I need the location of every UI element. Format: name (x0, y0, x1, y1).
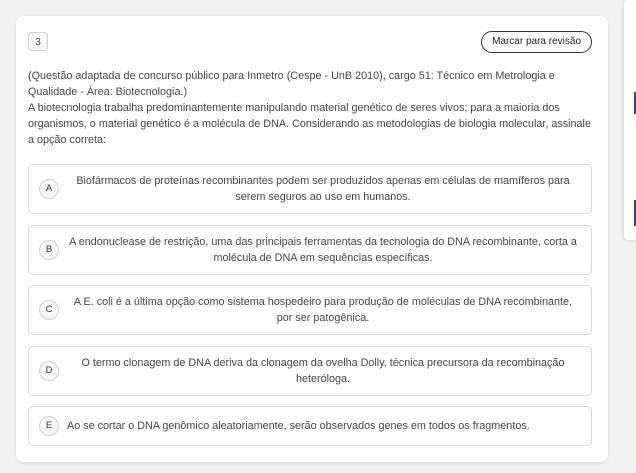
question-number-badge: 3 (28, 32, 48, 51)
side-panel-edge (624, 0, 636, 240)
option-text-b: A endonuclease de restrição, uma das principais ferramentas da tecnologia do DNA recombinante, corta a molécula de DNA em sequências específicas. (69, 236, 577, 264)
option-d[interactable] (28, 346, 592, 396)
option-a[interactable] (28, 164, 592, 214)
option-c[interactable] (28, 285, 592, 335)
option-letter-e: E (39, 416, 59, 436)
option-e[interactable] (28, 406, 592, 446)
question-stem (28, 68, 596, 148)
option-letter-b: B (39, 240, 59, 260)
mark-for-review-button[interactable]: Marcar para revisão (481, 31, 592, 53)
question-source: (Questão adaptada de concurso público para Inmetro (Cespe - UnB 2010), cargo 51: Técnico em Metrologia e Qualidade - Área: Biotecnologia.) (28, 70, 555, 98)
option-b[interactable] (28, 225, 592, 275)
question-card (16, 16, 608, 462)
option-text-d: O termo clonagem de DNA deriva da clonagem da ovelha Dolly, técnica precursora da recombinação heteróloga. (81, 357, 565, 385)
option-letter-d: D (39, 361, 59, 381)
option-text-a: Biofármacos de proteínas recombinantes podem ser produzidos apenas em células de mamíferos para serem seguros ao uso em humanos. (76, 175, 570, 203)
option-letter-c: C (39, 300, 59, 320)
option-text-c: A E. coli é a última opção como sistema hospedeiro para produção de moléculas de DNA recombinante, por ser patogênica. (73, 296, 573, 324)
question-statement: A biotecnologia trabalha predominantemente manipulando material genético de seres vivos; para a maioria dos organismos, o material genético é a molécula de DNA. Considerando as metodologias de biologia molecular, assinale a opção correta: (28, 102, 591, 146)
option-letter-a: A (39, 179, 59, 199)
option-text-e: Ao se cortar o DNA genômico aleatoriamente, serão observados genes em todos os fragmentos. (67, 420, 530, 432)
